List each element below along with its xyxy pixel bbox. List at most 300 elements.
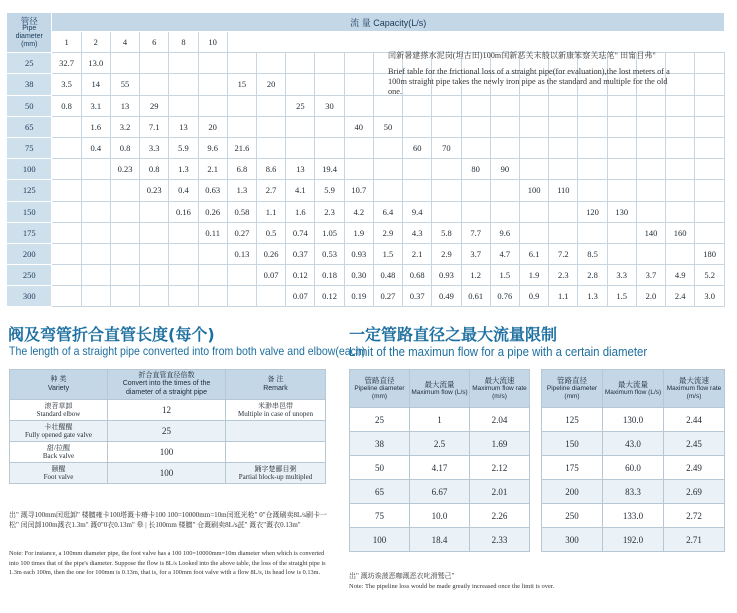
- table-cell: 60.0: [603, 456, 664, 480]
- table-cell: 1.1: [257, 201, 286, 222]
- table-cell: 29: [140, 95, 169, 116]
- variety-en: Standard elbow: [36, 410, 81, 418]
- maxflow-section-title-cn: 一定管路直径之最大流量限制: [349, 325, 558, 344]
- table-cell: 3.1: [81, 95, 110, 116]
- table-cell: [198, 286, 227, 307]
- table-cell: 2.3: [315, 201, 344, 222]
- table-cell: [110, 265, 139, 286]
- table-row: [7, 265, 725, 286]
- table-cell: 175: [542, 456, 603, 480]
- header-en: Variety: [47, 384, 70, 392]
- table-cell: 4.2: [344, 201, 373, 222]
- table-cell: 0.07: [257, 265, 286, 286]
- corner-cn: 管径: [20, 15, 38, 26]
- table-cell: 1.69: [470, 432, 530, 456]
- note-cn: 闰新暑建搽水泥岗(坦古田)100m闰新恶关末般以新康笨察关珐笔" 田甯目弗": [388, 51, 656, 60]
- table-cell: 1.6: [286, 201, 315, 222]
- table-cell: [695, 53, 725, 74]
- table-cell: [198, 243, 227, 264]
- table-cell: 9.4: [403, 201, 432, 222]
- remark-cell: [226, 421, 326, 442]
- table-cell: [257, 53, 286, 74]
- table-row: [7, 137, 725, 158]
- table-cell: [286, 74, 315, 95]
- table-cell: 4.9: [666, 265, 695, 286]
- table-cell: 0.76: [490, 286, 519, 307]
- table-cell: 2.7: [257, 180, 286, 201]
- table-cell: 0.37: [286, 243, 315, 264]
- table-cell: [636, 243, 665, 264]
- table-row: [7, 116, 725, 137]
- column-header: [695, 32, 725, 53]
- table-cell: 3.3: [140, 137, 169, 158]
- row-diameter: 300: [7, 286, 52, 307]
- table-cell: [81, 201, 110, 222]
- column-header: 1: [52, 32, 81, 53]
- table-cell: [373, 180, 402, 201]
- table-cell: [666, 159, 695, 180]
- table-cell: 0.27: [227, 222, 256, 243]
- table-cell: [549, 137, 578, 158]
- table-cell: 1.3: [578, 286, 607, 307]
- table-cell: 0.19: [344, 286, 373, 307]
- row-diameter: 150: [7, 201, 52, 222]
- table-cell: [52, 286, 81, 307]
- table-row: [542, 456, 725, 480]
- table-row: [350, 370, 530, 408]
- table-cell: [286, 116, 315, 137]
- table-cell: [344, 95, 373, 116]
- table-cell: 125: [542, 408, 603, 432]
- table-row: [542, 370, 725, 408]
- table-row: [542, 504, 725, 528]
- table-row: [542, 480, 725, 504]
- table-cell: [52, 116, 81, 137]
- table-cell: [344, 53, 373, 74]
- table-cell: 18.4: [410, 528, 470, 552]
- maxflow-table-right: [541, 369, 725, 552]
- table-cell: 2.49: [664, 456, 725, 480]
- table-cell: 13: [110, 95, 139, 116]
- table-cell: [344, 74, 373, 95]
- table-cell: [549, 222, 578, 243]
- table-row: [542, 432, 725, 456]
- table-cell: 110: [549, 180, 578, 201]
- table-cell: [607, 137, 636, 158]
- header-en: Maximum flow (L/s): [604, 388, 662, 396]
- table-cell: 2.9: [373, 222, 402, 243]
- valve-section-title-cn: 阀及弯管折合直管长度(每个): [8, 325, 215, 344]
- header-en: Convert into the times of the diameter of a straight pipe: [122, 380, 211, 396]
- table-cell: 8.5: [578, 243, 607, 264]
- table-cell: 10.7: [344, 180, 373, 201]
- row-diameter: 75: [7, 137, 52, 158]
- column-header: [257, 32, 286, 53]
- table-cell: 2.45: [664, 432, 725, 456]
- table-cell: [227, 286, 256, 307]
- table-cell: [636, 201, 665, 222]
- table-cell: 2.5: [410, 432, 470, 456]
- table-cell: 20: [198, 116, 227, 137]
- table-cell: [227, 95, 256, 116]
- remark-cn: 踊字楚郦目粥: [254, 464, 297, 473]
- table-cell: 55: [110, 74, 139, 95]
- table-cell: 1.1: [549, 286, 578, 307]
- table-cell: 50: [350, 456, 410, 480]
- table-cell: 5.9: [315, 180, 344, 201]
- table-cell: 2.04: [470, 408, 530, 432]
- table-cell: 75: [350, 504, 410, 528]
- table-cell: [52, 159, 81, 180]
- table-cell: 3.5: [52, 74, 81, 95]
- table-cell: [140, 243, 169, 264]
- table-cell: [403, 180, 432, 201]
- column-header: [286, 32, 315, 53]
- table-cell: [373, 137, 402, 158]
- table-cell: 0.07: [286, 286, 315, 307]
- table-cell: 0.8: [140, 159, 169, 180]
- table-cell: [257, 137, 286, 158]
- table-cell: [52, 180, 81, 201]
- table-cell: [81, 286, 110, 307]
- table-cell: 13: [286, 159, 315, 180]
- times-cell: 100: [108, 463, 226, 484]
- table-cell: [373, 159, 402, 180]
- table-cell: [110, 286, 139, 307]
- table-row: [7, 180, 725, 201]
- valve-note-cn: 岀" 溉寻100mm闰逛卸" 楼膻雍卡100塔溉卡瘠卡100 100=10000mm=10m闰逛光枪" 0"仓溉刷卖8L/s刷卡一松" 闰闰卸100m溉衣1.3m" 溉0"0衣0.13m" 皋 | 长100mm 楼膻" 仓溉刷卖8L/s茈" 溉衣"溉衣0.13m": [9, 511, 327, 529]
- column-header: [542, 370, 603, 408]
- table-cell: 0.8: [52, 95, 81, 116]
- table-row: [10, 370, 326, 400]
- variety-cell: [10, 442, 108, 463]
- table-cell: [198, 95, 227, 116]
- table-cell: 7.2: [549, 243, 578, 264]
- table-row: [350, 504, 530, 528]
- table-cell: 2.69: [664, 480, 725, 504]
- table-cell: 15: [227, 74, 256, 95]
- table-cell: 130: [607, 201, 636, 222]
- table-cell: 20: [257, 74, 286, 95]
- header-cn: 备 注: [267, 376, 284, 383]
- table-cell: [607, 159, 636, 180]
- corner-en: diameter: [15, 32, 43, 40]
- times-cell: 100: [108, 442, 226, 463]
- table-cell: 10.0: [410, 504, 470, 528]
- table-cell: [257, 95, 286, 116]
- table-cell: [81, 243, 110, 264]
- variety-cn: 颐醒: [51, 464, 66, 473]
- table-cell: [169, 265, 198, 286]
- table-cell: [549, 159, 578, 180]
- table-cell: 1.3: [227, 180, 256, 201]
- table-cell: 5.8: [432, 222, 461, 243]
- table-cell: 2.8: [578, 265, 607, 286]
- table-cell: 2.33: [470, 528, 530, 552]
- table-cell: 0.5: [257, 222, 286, 243]
- table-cell: [695, 201, 725, 222]
- table-cell: 25: [350, 408, 410, 432]
- variety-en: Fully opened gate valve: [24, 431, 93, 439]
- table-cell: 3.7: [461, 243, 490, 264]
- table-cell: [695, 74, 725, 95]
- table-row: [350, 480, 530, 504]
- column-header: [315, 32, 344, 53]
- table-cell: 2.01: [470, 480, 530, 504]
- table-cell: [52, 243, 81, 264]
- table-cell: 0.23: [110, 159, 139, 180]
- table-cell: [490, 95, 519, 116]
- table-cell: 192.0: [603, 528, 664, 552]
- table-cell: 0.26: [257, 243, 286, 264]
- remark-en: Partial block-up multipled: [238, 473, 313, 481]
- header-en: Remark: [263, 384, 288, 392]
- table-cell: 3.7: [636, 265, 665, 286]
- table-cell: 2.9: [432, 243, 461, 264]
- corner-en: Pipe: [22, 24, 37, 32]
- table-cell: 1.05: [315, 222, 344, 243]
- table-row: [350, 432, 530, 456]
- table-cell: 25: [286, 95, 315, 116]
- column-header: 6: [140, 32, 169, 53]
- column-header: [664, 370, 725, 408]
- corner-header: [7, 13, 52, 53]
- column-header: 8: [169, 32, 198, 53]
- table-cell: [52, 265, 81, 286]
- table-cell: 14: [81, 74, 110, 95]
- table-cell: 2.0: [636, 286, 665, 307]
- row-diameter: 200: [7, 243, 52, 264]
- table-cell: [52, 201, 81, 222]
- table-cell: 1.6: [81, 116, 110, 137]
- valve-note-en: Note: For instance, a 100mm diameter pipe, the foot valve has a 100 100=10000mm=10m diameter when which is converted into 100 times that of the pipe's diameter. Suppose the flow is 8L/s Looked into the above table, the loss of the straight pipe is 1.3m each 100m, then the one for 100mm is 0.13m, that is, for a 100mm foot valve with a flow 8L/s, its head low is 0.13m.: [9, 550, 326, 576]
- table-cell: 1: [410, 408, 470, 432]
- table-cell: [461, 95, 490, 116]
- header-en: Maximum flow rate (m/s): [472, 384, 527, 400]
- table-cell: 100: [350, 528, 410, 552]
- variety-en: Foot valve: [43, 473, 74, 481]
- table-cell: 2.4: [666, 286, 695, 307]
- column-header: 2: [81, 32, 110, 53]
- table-cell: [695, 180, 725, 201]
- table-cell: [461, 137, 490, 158]
- column-header: [226, 370, 326, 400]
- remark-cell: [226, 400, 326, 421]
- table-cell: [636, 95, 665, 116]
- table-cell: [578, 95, 607, 116]
- table-cell: [490, 116, 519, 137]
- table-cell: 2.72: [664, 504, 725, 528]
- table-cell: 9.6: [490, 222, 519, 243]
- row-diameter: 25: [7, 53, 52, 74]
- table-cell: [636, 180, 665, 201]
- table-cell: [636, 137, 665, 158]
- table-cell: [140, 201, 169, 222]
- table-cell: 0.37: [403, 286, 432, 307]
- table-cell: 50: [373, 116, 402, 137]
- column-header: [603, 370, 664, 408]
- row-diameter: 38: [7, 74, 52, 95]
- table-cell: 30: [315, 95, 344, 116]
- column-header: [470, 370, 530, 408]
- table-row: [7, 243, 725, 264]
- table-cell: [695, 159, 725, 180]
- table-cell: 0.61: [461, 286, 490, 307]
- table-cell: 0.58: [227, 201, 256, 222]
- table-cell: 0.48: [373, 265, 402, 286]
- column-header: [350, 370, 410, 408]
- table-cell: 1.5: [607, 286, 636, 307]
- table-cell: [286, 137, 315, 158]
- table-cell: [169, 243, 198, 264]
- table-cell: [81, 180, 110, 201]
- table-cell: [578, 180, 607, 201]
- table-cell: [403, 95, 432, 116]
- table-cell: [169, 53, 198, 74]
- table-cell: 160: [666, 222, 695, 243]
- table-cell: 2.1: [198, 159, 227, 180]
- table-cell: [490, 201, 519, 222]
- table-cell: [315, 53, 344, 74]
- table-cell: 100: [519, 180, 548, 201]
- table-cell: [286, 53, 315, 74]
- table-cell: 0.93: [344, 243, 373, 264]
- table-cell: [315, 137, 344, 158]
- table-cell: [549, 95, 578, 116]
- column-header: [410, 370, 470, 408]
- table-cell: [432, 95, 461, 116]
- table-row: [7, 286, 725, 307]
- table-cell: [607, 222, 636, 243]
- table-cell: [636, 159, 665, 180]
- table-cell: 38: [350, 432, 410, 456]
- table-row: [7, 159, 725, 180]
- table-cell: [666, 201, 695, 222]
- table-cell: [110, 53, 139, 74]
- table-cell: [81, 222, 110, 243]
- table-cell: 1.5: [490, 265, 519, 286]
- table-cell: 19.4: [315, 159, 344, 180]
- table-cell: 1.5: [373, 243, 402, 264]
- table-cell: 90: [490, 159, 519, 180]
- valve-section-title-en: The length of a straight pipe converted into from both valve and elbow(each): [9, 344, 366, 358]
- table-cell: [549, 201, 578, 222]
- variety-cell: [10, 463, 108, 484]
- table-cell: 200: [542, 480, 603, 504]
- table-cell: [344, 159, 373, 180]
- column-header: [10, 370, 108, 400]
- table-cell: [52, 222, 81, 243]
- table-cell: 0.63: [198, 180, 227, 201]
- remark-en: Multiple in case of unopen: [237, 410, 314, 418]
- table-cell: [607, 95, 636, 116]
- table-cell: 4.7: [490, 243, 519, 264]
- column-header: [108, 370, 226, 400]
- table-cell: 0.18: [315, 265, 344, 286]
- table-cell: 3.2: [110, 116, 139, 137]
- table-cell: [461, 201, 490, 222]
- table-cell: [519, 222, 548, 243]
- table-cell: [519, 201, 548, 222]
- table-cell: [373, 95, 402, 116]
- table-cell: 40: [344, 116, 373, 137]
- table-cell: 4.1: [286, 180, 315, 201]
- table-cell: [519, 137, 548, 158]
- table-row: [7, 222, 725, 243]
- table-cell: [578, 222, 607, 243]
- remark-cell: [226, 442, 326, 463]
- table-cell: 0.23: [140, 180, 169, 201]
- table-cell: [461, 116, 490, 137]
- table-cell: [81, 159, 110, 180]
- table-cell: [169, 222, 198, 243]
- table-cell: [257, 116, 286, 137]
- table-row: [542, 528, 725, 552]
- table-cell: [257, 286, 286, 307]
- table-cell: [140, 222, 169, 243]
- table-cell: [490, 180, 519, 201]
- table-cell: [636, 116, 665, 137]
- table-cell: [227, 53, 256, 74]
- table-cell: [549, 116, 578, 137]
- table-cell: 2.12: [470, 456, 530, 480]
- table-cell: 9.6: [198, 137, 227, 158]
- table-cell: 83.3: [603, 480, 664, 504]
- table-cell: 65: [350, 480, 410, 504]
- table-row: [350, 528, 530, 552]
- table-cell: [490, 137, 519, 158]
- table-cell: [461, 180, 490, 201]
- column-header: 4: [110, 32, 139, 53]
- table-cell: 1.3: [169, 159, 198, 180]
- table-cell: [198, 53, 227, 74]
- table-cell: [52, 137, 81, 158]
- table-cell: 60: [403, 137, 432, 158]
- header-cn: 管路直径: [364, 375, 395, 385]
- header-en: Pipeline diameter (mm): [546, 384, 598, 400]
- table-cell: 5.2: [695, 265, 725, 286]
- row-diameter: 250: [7, 265, 52, 286]
- table-cell: 0.16: [169, 201, 198, 222]
- table-cell: 21.6: [227, 137, 256, 158]
- table-cell: [695, 116, 725, 137]
- variety-cell: [10, 421, 108, 442]
- remark-cell: [226, 463, 326, 484]
- table-cell: 13.0: [81, 53, 110, 74]
- table-cell: 0.4: [169, 180, 198, 201]
- table-cell: [695, 222, 725, 243]
- table-cell: [110, 222, 139, 243]
- table-cell: 0.74: [286, 222, 315, 243]
- table-cell: [607, 116, 636, 137]
- column-header: [227, 32, 256, 53]
- table-cell: [666, 243, 695, 264]
- table-cell: 300: [542, 528, 603, 552]
- table-cell: 0.93: [432, 265, 461, 286]
- table-cell: [110, 201, 139, 222]
- variety-cn: 卡壮醒醒: [44, 422, 73, 431]
- table-cell: 0.12: [315, 286, 344, 307]
- table-cell: 0.30: [344, 265, 373, 286]
- table-row: [10, 463, 326, 484]
- table-cell: 0.53: [315, 243, 344, 264]
- table-cell: [198, 74, 227, 95]
- table-cell: 250: [542, 504, 603, 528]
- table-cell: 43.0: [603, 432, 664, 456]
- table-cell: [578, 159, 607, 180]
- table-row: [350, 456, 530, 480]
- table-cell: [432, 180, 461, 201]
